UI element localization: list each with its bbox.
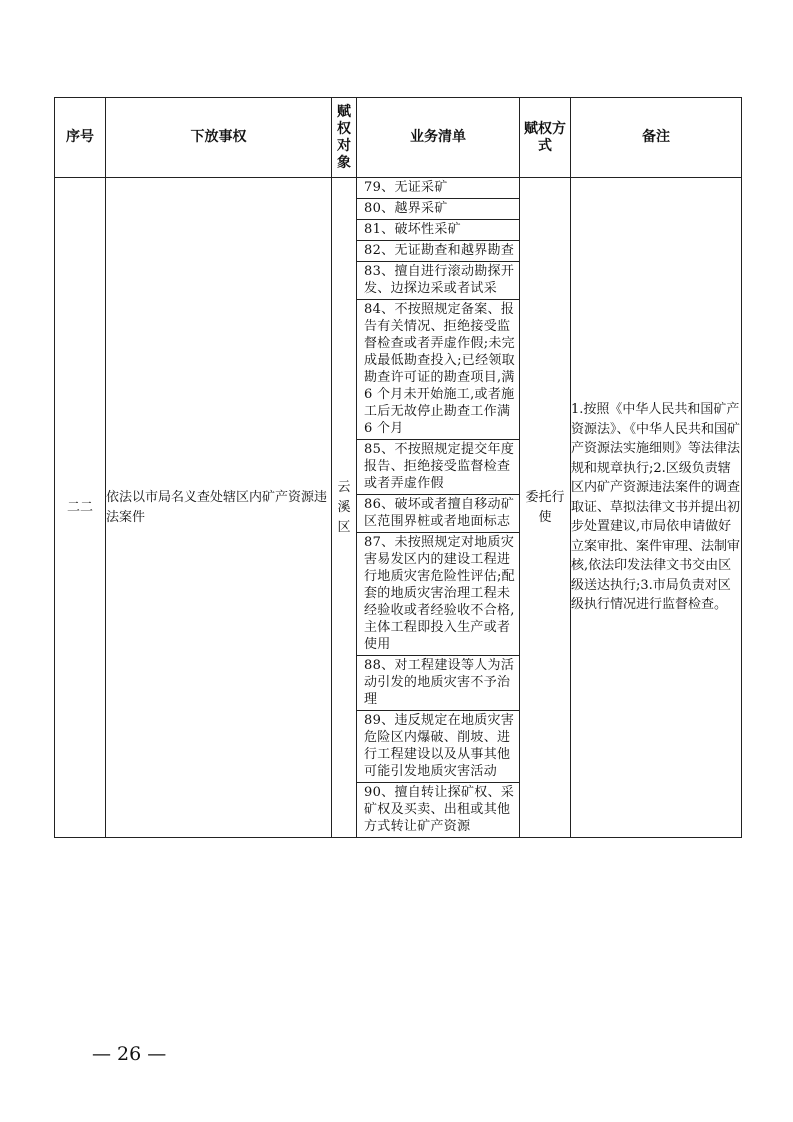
- page-number: — 26 —: [92, 1043, 167, 1065]
- list-item: 90、擅自转让探矿权、采矿权及买卖、出租或其他方式转让矿产资源: [364, 785, 515, 834]
- header-note: 备注: [571, 98, 742, 178]
- list-item: 85、不按照规定提交年度报告、拒绝接受监督检查或者弄虚作假: [357, 440, 519, 495]
- row-number: 二二: [55, 178, 106, 838]
- list-item: 83、擅自进行滚动勘探开发、边探边采或者试采: [357, 262, 519, 300]
- list-item: 89、违反规定在地质灾害危险区内爆破、削坡、进行工程建设以及从事其他可能引发地质灾害活动: [357, 711, 519, 783]
- row-note: 1.按照《中华人民共和国矿产资源法》、《中华人民共和国矿产资源法实施细则》等法律法规和规章执行;2.区级负责辖区内矿产资源违法案件的调查取证、草拟法律文书并提出初步处置建议,市局依申请做好立案审批、案件审理、法制审核,依法印发法律文书交由区级送达执行;3.市局负责对区级执行情况进行监督检查。: [571, 178, 742, 838]
- list-item: 86、破坏或者擅自移动矿区范围界桩或者地面标志: [357, 495, 519, 533]
- header-target: 赋权对象: [332, 98, 357, 178]
- list-item: 84、不按照规定备案、报告有关情况、拒绝接受监督检查或者弄虚作假;未完成最低勘查投入;已经领取勘查许可证的勘查项目,满 6 个月未开始施工,或者施工后无故停止勘查工作满 6 个月: [357, 300, 519, 440]
- header-method: 赋权方式: [520, 98, 571, 178]
- business-list: [357, 178, 520, 838]
- list-item: 88、对工程建设等人为活动引发的地质灾害不予治理: [357, 656, 519, 711]
- header-list: 业务清单: [357, 98, 520, 178]
- list-item: 79、无证采矿: [357, 178, 519, 199]
- row-method: 委托行使: [520, 178, 571, 838]
- header-no: 序号: [55, 98, 106, 178]
- header-power: 下放事权: [106, 98, 332, 178]
- list-item: 82、无证勘查和越界勘查: [357, 241, 519, 262]
- authority-table: [54, 97, 742, 838]
- header-row: [55, 98, 742, 178]
- table-row: [55, 178, 742, 838]
- list-item: 80、越界采矿: [357, 199, 519, 220]
- row-target: 云溪区: [332, 178, 357, 838]
- row-power: 依法以市局名义查处辖区内矿产资源违法案件: [106, 178, 332, 838]
- list-item: 87、未按照规定对地质灾害易发区内的建设工程进行地质灾害危险性评估;配套的地质灾害治理工程未经验收或者经验收不合格,主体工程即投入生产或者使用: [357, 533, 519, 656]
- list-item: 81、破坏性采矿: [357, 220, 519, 241]
